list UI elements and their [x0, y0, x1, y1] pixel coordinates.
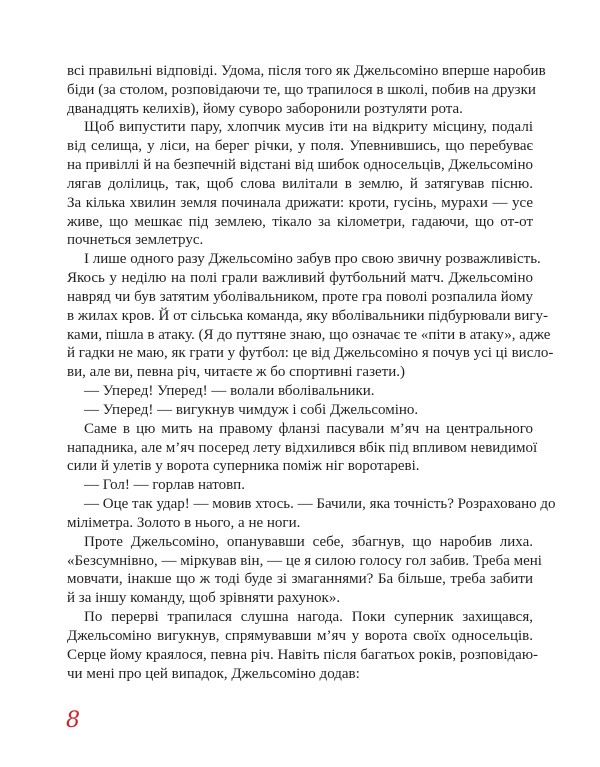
page-body-text: [67, 62, 556, 683]
text-line: По перерві трапилася слушна нагода. Поки суперник захищався,: [84, 609, 533, 626]
text-line: — Уперед! — вигукнув чимдуж і собі Джельсоміно.: [84, 401, 419, 418]
text-line: чи мені про цей випадок, Джельсоміно додав:: [67, 665, 360, 682]
text-line: — Оце так удар! — мовив хтось. — Бачили, яка точність? Розраховано до: [84, 496, 556, 513]
paragraph: [67, 382, 533, 401]
text-line: Проте Джельсоміно, опанувавши себе, збагнув, що наробив лиха.: [84, 533, 533, 550]
text-line: мовчати, інакше що ж тоді буде зі змаганнями? Ба більше, треба забити: [67, 571, 533, 588]
text-line: Серце йому краялося, певна річ. Навіть після багатьох років, розповідаю-: [67, 646, 539, 663]
text-line: на привіллі й на безпечній відстані від шибок односельців, Джельсоміно: [67, 157, 533, 174]
text-line: сили й улетів у ворота суперника поміж ніг воротареві.: [67, 458, 420, 475]
text-line: — Уперед! Уперед! — волали вболівальники.: [84, 383, 375, 400]
text-line: Щоб випустити пару, хлопчик мусив іти на відкриту місцину, подалі: [84, 119, 533, 136]
paragraph: [67, 608, 539, 683]
text-line: «Безсумнівно, — міркував він, — це я силою голосу гол забив. Треба мені: [67, 552, 542, 569]
text-line: Якось у неділю на полі грали важливий футбольний матч. Джельсоміно: [67, 270, 533, 287]
text-line: лягав долілиць, так, щоб слова вилітали в землю, й затягував пісню.: [67, 175, 533, 192]
text-line: Саме в цю мить на правому фланзі пасували м’яч на центрального: [84, 420, 533, 437]
text-line: За кілька хвилин земля починала дрижати: кроти, гусінь, мурахи — усе: [67, 194, 533, 211]
paragraph: [67, 62, 546, 118]
text-line: від селища, у ліси, на берег річки, у поля. Упевнившись, що перебуває: [67, 138, 533, 155]
text-line: й за іншу команду, щоб зрівняти рахунок».: [67, 590, 341, 607]
paragraph: [67, 250, 554, 382]
text-line: біди (за столом, розповідаючи те, що трапилося в школі, побив на друзки: [67, 81, 536, 98]
text-line: нападника, але м’яч посеред лету відхилився вбік під впливом невидимої: [67, 439, 538, 456]
paragraph: [67, 495, 556, 533]
text-line: ками, пішла в атаку. (Я до путтяне знаю, що означає те «піти в атаку», адже: [67, 326, 551, 343]
text-line: ви, але ви, певна річ, читаєте ж бо спортивні газети.): [67, 364, 405, 381]
text-line: міліметра. Золото в нього, а не ноги.: [67, 514, 301, 531]
text-line: й гадки не маю, як грати у футбол: це від Джельсоміно я почув усі ці вислo-: [67, 345, 554, 362]
text-line: — Гол! — горлав натовп.: [84, 477, 245, 494]
text-line: І лише одного разу Джельсоміно забув про свою звичну розважливість.: [84, 251, 541, 268]
text-line: почнеться землетрус.: [67, 232, 204, 249]
text-line: дванадцять келихів), йому суворо заборонили розтуляти рота.: [67, 100, 463, 117]
page-number: 8: [66, 708, 80, 733]
paragraph: [67, 476, 533, 495]
text-line: Джельсоміно вигукнув, спрямувавши м’яч у ворота своїх односельців.: [67, 627, 533, 644]
text-line: навряд чи був затятим уболівальником, проте гра поволі розпалила йому: [67, 288, 533, 305]
paragraph: [67, 118, 533, 250]
text-line: в жилах кров. Й от сільська команда, яку вболівальники підбурювали вигу-: [67, 307, 549, 324]
text-line: всі правильні відповіді. Удома, після того як Джельсоміно вперше наробив: [67, 63, 546, 79]
paragraph: [67, 533, 542, 608]
paragraph: [67, 401, 533, 420]
text-line: живе, що мешкає під землею, тікало за кілометри, гадаючи, що от-от: [67, 213, 533, 230]
paragraph: [67, 420, 538, 476]
